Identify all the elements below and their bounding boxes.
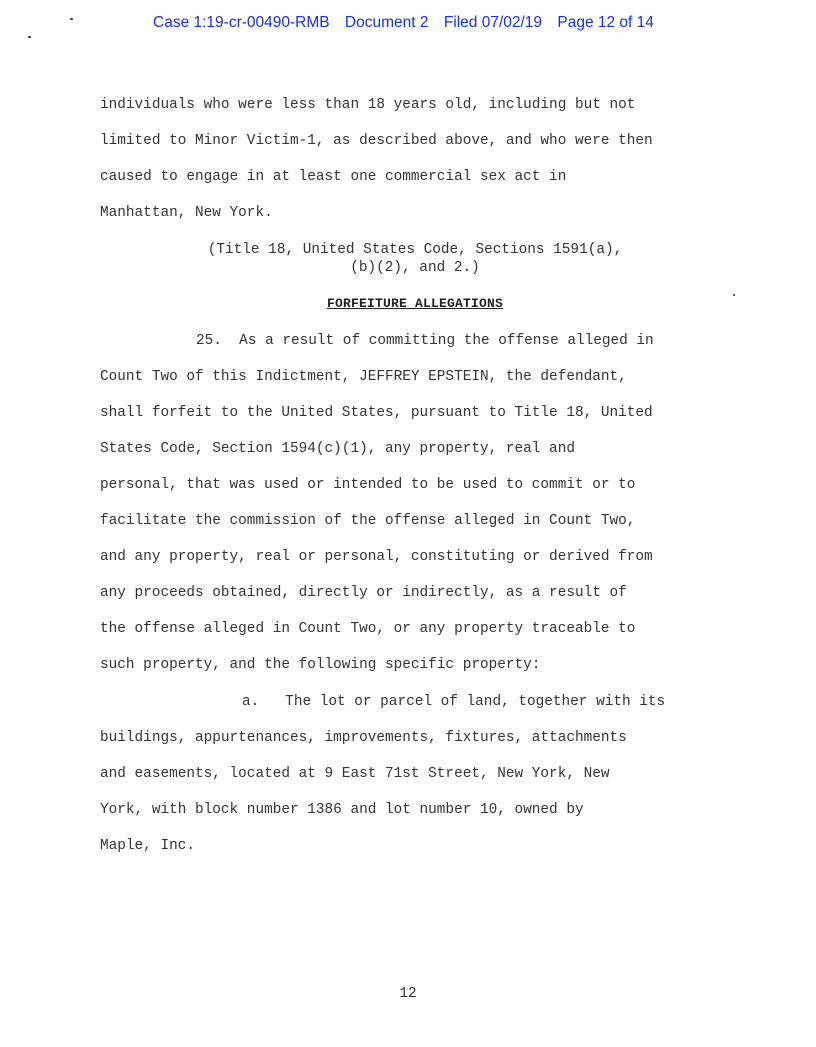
text-line: individuals who were less than 18 years old, including but not	[100, 97, 636, 113]
text-line: shall forfeit to the United States, pursuant to Title 18, United	[100, 405, 653, 421]
scan-speck	[733, 294, 735, 296]
case-number: Case 1:19-cr-00490-RMB	[153, 14, 330, 31]
filed-date: Filed 07/02/19	[443, 14, 543, 31]
text-line: any proceeds obtained, directly or indirectly, as a result of	[100, 585, 627, 601]
text-line: caused to engage in at least one commercial sex act in	[100, 169, 567, 185]
scan-speck	[28, 36, 31, 38]
text-line: and easements, located at 9 East 71st Street, New York, New	[100, 766, 610, 782]
text-line: personal, that was used or intended to be used to commit or to	[100, 477, 636, 493]
scan-speck	[70, 18, 73, 20]
text-line: limited to Minor Victim-1, as described above, and who were then	[100, 133, 653, 149]
text-line: buildings, appurtenances, improvements, fixtures, attachments	[100, 730, 627, 746]
text-line: facilitate the commission of the offense alleged in Count Two,	[100, 513, 636, 529]
text-line: States Code, Section 1594(c)(1), any property, real and	[100, 441, 575, 457]
subparagraph-a	[100, 693, 730, 854]
statute-citation	[100, 241, 730, 277]
text-line: Maple, Inc.	[100, 838, 195, 854]
text-line: Count Two of this Indictment, JEFFREY EPSTEIN, the defendant,	[100, 369, 627, 385]
ecf-header	[153, 14, 654, 32]
citation-line-2: (b)(2), and 2.)	[350, 260, 480, 276]
paragraph-top	[100, 96, 730, 221]
text-line: the offense alleged in Count Two, or any property traceable to	[100, 621, 636, 637]
text-line: 25. As a result of committing the offense alleged in	[196, 333, 654, 349]
paragraph-25	[100, 332, 730, 673]
text-line: Manhattan, New York.	[100, 205, 273, 221]
text-line: and any property, real or personal, constituting or derived from	[100, 549, 653, 565]
page-number: 12	[399, 986, 417, 1002]
text-line: such property, and the following specific property:	[100, 657, 541, 673]
page-of-total: Page 12 of 14	[557, 14, 654, 31]
document-number: Document 2	[344, 14, 429, 31]
text-line: a. The lot or parcel of land, together with its	[242, 694, 666, 710]
citation-line-1: (Title 18, United States Code, Sections 1591(a),	[207, 242, 623, 258]
section-heading: FORFEITURE ALLEGATIONS	[326, 296, 504, 311]
text-line: York, with block number 1386 and lot number 10, owned by	[100, 802, 584, 818]
